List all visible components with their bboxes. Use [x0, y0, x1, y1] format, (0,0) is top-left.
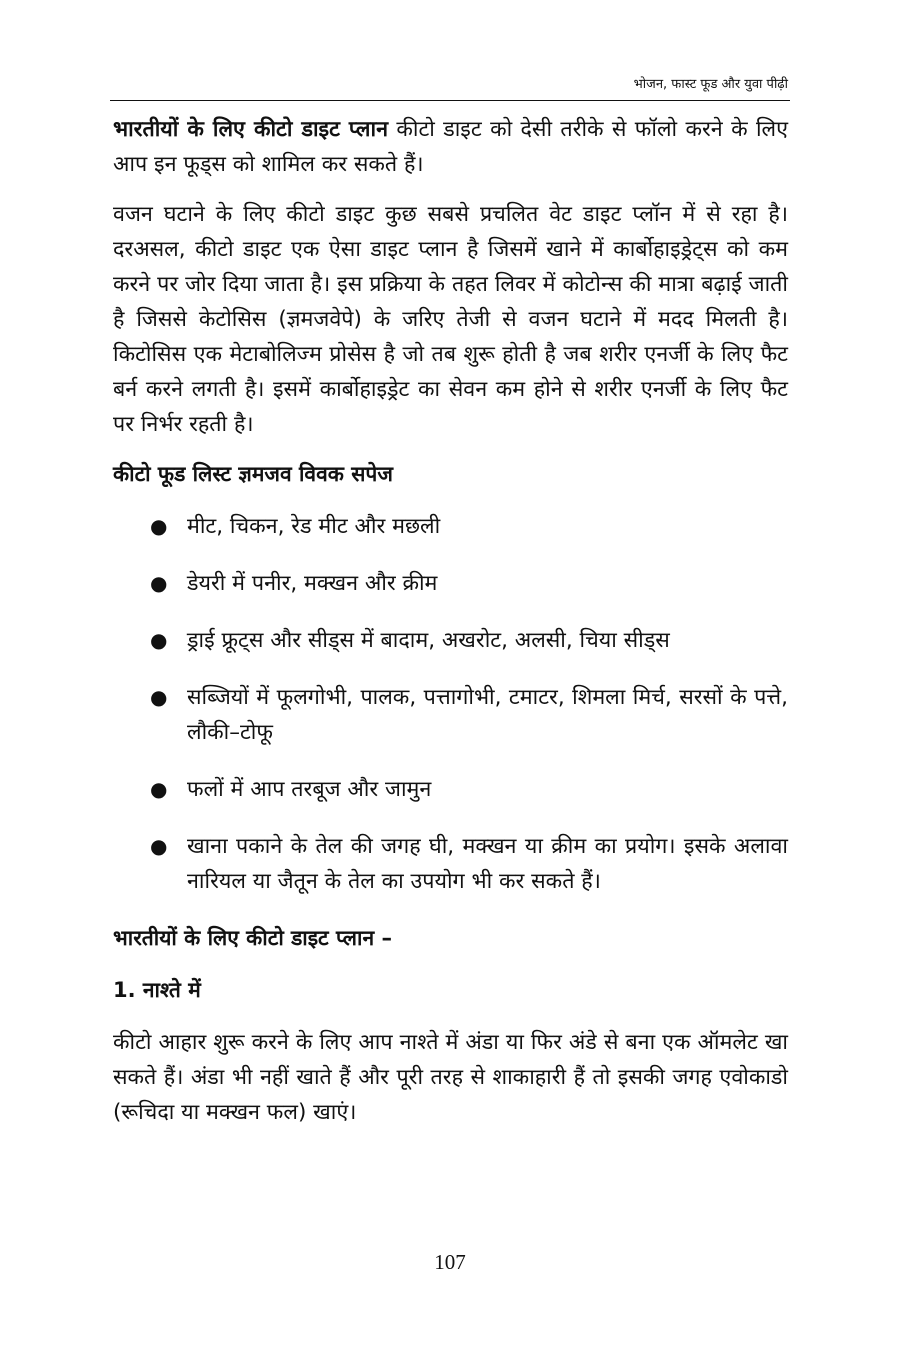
intro-paragraph — [113, 112, 788, 182]
intro-text: कीटो डाइट को देसी तरीके से फॉलो करने के लिए आप इन फूड्स को शामिल कर सकते हैं। — [113, 117, 788, 177]
bullet-icon: ● — [150, 777, 168, 801]
bullet-icon: ● — [150, 685, 168, 709]
list-item — [113, 509, 788, 544]
running-header: भोजन, फास्ट फूड और युवा पीढ़ी — [633, 77, 788, 92]
list-item-text: ड्राई फ्रूट्स और सीड्स में बादाम, अखरोट, अलसी, चिया सीड्स — [187, 628, 670, 653]
list-item-text: सब्जियों में फूलगोभी, पालक, पत्तागोभी, टमाटर, शिमला मिर्च, सरसों के पत्ते, लौकी–टोफू — [187, 685, 788, 745]
list-item-text: मीट, चिकन, रेड मीट और मछली — [187, 514, 441, 539]
page-number: 107 — [434, 1250, 466, 1274]
breakfast-paragraph: कीटो आहार शुरू करने के लिए आप नाश्ते में अंडा या फिर अंडे से बना एक ऑमलेट खा सकते हैं। अंडा भी नहीं खाते हैं और पूरी तरह से शाकाहारी हैं तो इसकी जगह एवोकाडो (रूचिदा या मक्खन फल) खाएं। — [113, 1030, 788, 1125]
food-list — [113, 509, 788, 899]
list-item — [113, 566, 788, 601]
plan-heading: भारतीयों के लिए कीटो डाइट प्लान – — [113, 926, 392, 950]
list-item — [113, 623, 788, 658]
page-body — [113, 112, 788, 1145]
keto-description-paragraph: वजन घटाने के लिए कीटो डाइट कुछ सबसे प्रचलित वेट डाइट प्लॉन में से रहा है। दरअसल, कीटो डाइट एक ऐसा डाइट प्लान है जिसमें खाने में कार्बोहाइड्रेट्स को कम करने पर जोर दिया जाता है। इस प्रक्रिया के तहत लिवर में कोटोन्स की मात्रा बढ़ाई जाती है जिससे केटोसिस (ज्ञमजवेपे) के जरिए तेजी से वजन घटाने में मदद मिलती है। किटोसिस एक मेटाबोलिज्म प्रोसेस है जो तब शुरू होती है जब शरीर एनर्जी के लिए फैट बर्न करने लगती है। इसमें कार्बोहाइड्रेट का सेवन कम होने से शरीर एनर्जी के लिए फैट पर निर्भर रहती है। — [113, 202, 788, 437]
list-item — [113, 829, 788, 899]
bullet-icon: ● — [150, 571, 168, 595]
header-rule — [110, 100, 790, 101]
list-item — [113, 772, 788, 807]
intro-lead: भारतीयों के लिए कीटो डाइट प्लान — [113, 117, 389, 142]
list-item-text: डेयरी में पनीर, मक्खन और क्रीम — [187, 571, 438, 596]
bullet-icon: ● — [150, 834, 168, 858]
food-list-heading: कीटो फूड लिस्ट ज्ञमजव विवक सपेज — [113, 462, 393, 486]
bullet-icon: ● — [150, 514, 168, 538]
list-item-text: फलों में आप तरबूज और जामुन — [187, 777, 432, 802]
list-item-text: खाना पकाने के तेल की जगह घी, मक्खन या क्रीम का प्रयोग। इसके अलावा नारियल या जैतून के तेल का उपयोग भी कर सकते हैं। — [187, 834, 788, 894]
bullet-icon: ● — [150, 628, 168, 652]
list-item — [113, 680, 788, 750]
breakfast-heading: 1. नाश्ते में — [113, 978, 201, 1002]
